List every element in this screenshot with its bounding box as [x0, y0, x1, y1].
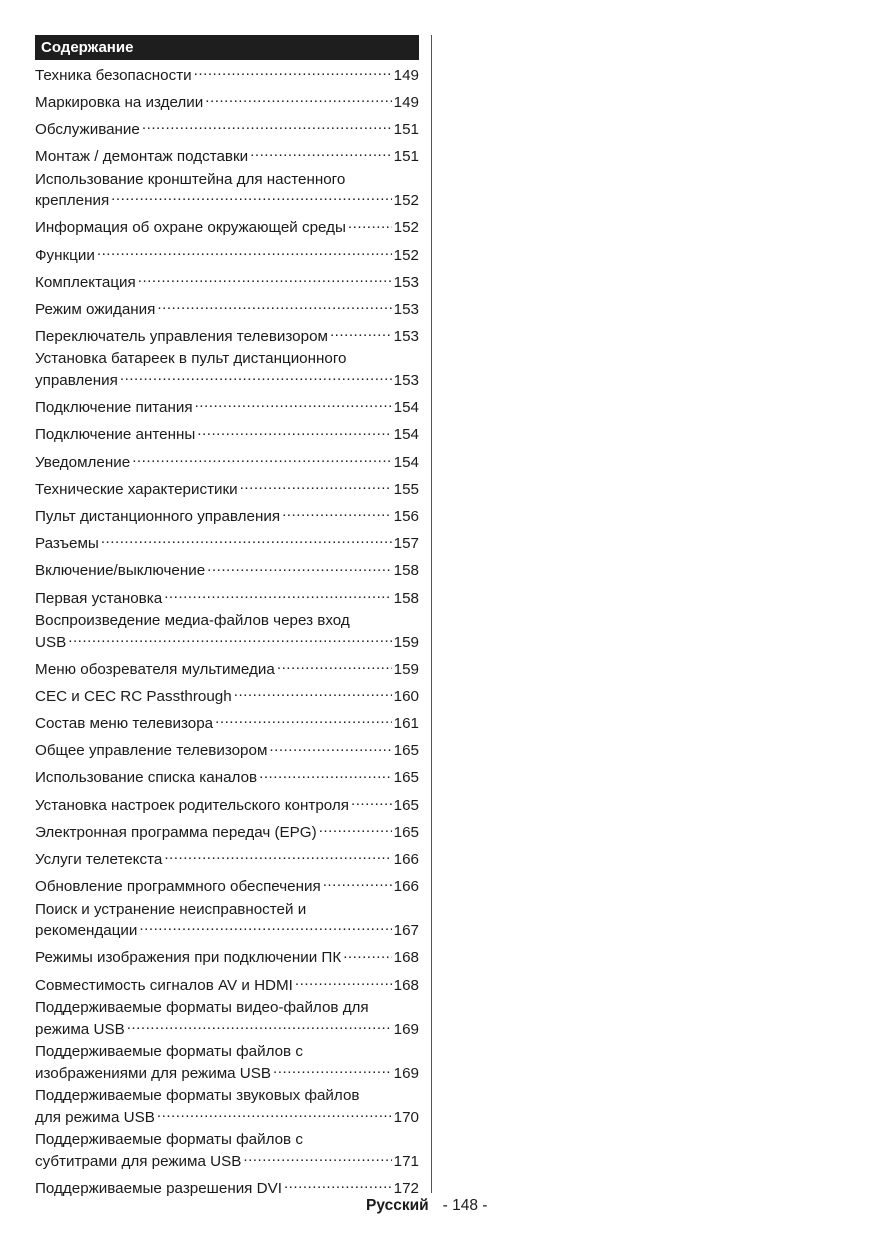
toc-entry-title-line: Первая установка — [35, 589, 163, 607]
toc-entry[interactable] — [35, 87, 419, 114]
toc-entry[interactable] — [35, 654, 419, 681]
toc-entry[interactable] — [35, 294, 419, 321]
toc-entry-title-line: Режимы изображения при подключении ПК — [35, 949, 342, 967]
dot-leader — [215, 711, 392, 728]
toc-entry[interactable] — [35, 213, 419, 240]
dot-leader — [295, 973, 392, 990]
toc-entry[interactable] — [35, 240, 419, 267]
toc-entry-title-line: Воспроизведение медиа-файлов через вход — [35, 611, 350, 629]
toc-entry[interactable] — [35, 844, 419, 871]
dot-leader — [164, 847, 391, 864]
toc-entry-title-line: Монтаж / демонтаж подставки — [35, 148, 249, 166]
toc-entry-page: 165 — [393, 823, 419, 841]
toc-entry-title-line: Информация об охране окружающей среды — [35, 219, 346, 237]
toc-entry-title-line: Электронная программа передач (EPG) — [35, 823, 317, 841]
toc-entry-page: 157 — [393, 535, 419, 553]
toc-entry-page: 165 — [393, 742, 419, 760]
dot-leader — [284, 1176, 392, 1193]
toc-entry-page: 165 — [393, 796, 419, 814]
dot-leader — [120, 368, 392, 385]
toc-entry-page: 160 — [393, 687, 419, 705]
dot-leader — [139, 918, 391, 935]
toc-entry-title-line: Поддерживаемые форматы файлов с — [35, 1042, 303, 1060]
toc-entry-page: 152 — [393, 246, 419, 264]
toc-entry-page: 154 — [393, 399, 419, 417]
toc-entry-title-line: Технические характеристики — [35, 480, 238, 498]
toc-entry[interactable] — [35, 1173, 419, 1200]
toc-entry-title-line: Меню обозревателя мультимедиа — [35, 660, 275, 678]
toc-entry-title-line: Техника безопасности — [35, 66, 192, 84]
toc-entry[interactable] — [35, 872, 419, 899]
toc-entry-page: 151 — [393, 120, 419, 138]
toc-entry[interactable] — [35, 709, 419, 736]
dot-leader — [195, 395, 392, 412]
toc-entry-title-line: Использование кронштейна для настенного — [35, 170, 346, 188]
toc-entry-page: 152 — [393, 219, 419, 237]
toc-entry-title-line: Поддерживаемые форматы видео-файлов для — [35, 998, 369, 1016]
toc-entry-page: 154 — [393, 426, 419, 444]
toc-entry[interactable] — [35, 943, 419, 970]
column-divider — [431, 35, 432, 1193]
toc-entry[interactable] — [35, 970, 419, 997]
dot-leader — [97, 243, 392, 260]
dot-leader — [164, 586, 391, 603]
dot-leader — [343, 946, 391, 963]
dot-leader — [157, 297, 391, 314]
dot-leader — [101, 531, 392, 548]
toc-entry-page: 172 — [393, 1179, 419, 1197]
dot-leader — [348, 216, 392, 233]
toc-entry[interactable] — [35, 474, 419, 501]
toc-title: Содержание — [35, 35, 419, 60]
toc-entry-title-line: Подключение питания — [35, 399, 193, 417]
dot-leader — [205, 90, 391, 107]
toc-entry-title-line: Комплектация — [35, 273, 136, 291]
toc-entry-page: 156 — [393, 508, 419, 525]
toc-entry[interactable] — [35, 169, 419, 213]
toc-entry-title-line: Общее управление телевизором — [35, 742, 268, 760]
dot-leader — [111, 188, 391, 205]
toc-entry-page: 159 — [393, 633, 419, 651]
toc-entry-page: 161 — [393, 715, 419, 733]
toc-entry-title-line: Режим ожидания — [35, 300, 156, 318]
dot-leader — [157, 1105, 392, 1122]
toc-entry-title-line: Включение/выключение — [35, 562, 206, 580]
toc-entry-title-line: крепления — [35, 192, 110, 210]
dot-leader — [138, 270, 392, 287]
toc-entry-page: 170 — [393, 1108, 419, 1126]
toc-entry[interactable] — [35, 817, 419, 844]
dot-leader — [282, 504, 392, 521]
toc-entry[interactable] — [35, 114, 419, 141]
toc-entry-title-line: Использование списка каналов — [35, 769, 258, 787]
toc-entry[interactable] — [35, 420, 419, 447]
toc-entry-page: 155 — [393, 480, 419, 498]
toc-entry-page: 149 — [393, 66, 419, 84]
dot-leader — [142, 117, 392, 134]
toc-entry[interactable] — [35, 529, 419, 556]
footer-page-number: - 148 - — [442, 1197, 488, 1214]
toc-entry-page: 166 — [393, 851, 419, 869]
dot-leader — [269, 739, 391, 756]
dot-leader — [132, 450, 391, 467]
toc-entry-title-line: для режима USB — [35, 1108, 155, 1126]
toc-entry-title-line: режима USB — [35, 1020, 125, 1038]
toc-entry-page: 153 — [393, 300, 419, 318]
toc-entry-page: 158 — [393, 589, 419, 607]
toc-entry[interactable] — [35, 556, 419, 583]
toc-entry-page: 168 — [393, 976, 419, 994]
toc-entry-page: 153 — [393, 328, 419, 346]
toc-list — [35, 60, 419, 1200]
toc-entry-title-line: Маркировка на изделии — [35, 93, 204, 111]
toc-entry-title-line: Поддерживаемые разрешения DVI — [35, 1179, 282, 1197]
toc-entry-title-line: управления — [35, 372, 118, 390]
dot-leader — [250, 144, 392, 161]
toc-entry[interactable] — [35, 763, 419, 790]
toc-entry-page: 151 — [393, 148, 419, 166]
toc-entry[interactable] — [35, 393, 419, 420]
toc-entry[interactable] — [35, 1129, 419, 1173]
dot-leader — [277, 657, 392, 674]
dot-leader — [234, 684, 392, 701]
dot-leader — [127, 1017, 392, 1034]
toc-entry-page: 154 — [393, 453, 419, 471]
toc-entry-title-line: Установка батареек в пульт дистанционного — [35, 350, 347, 368]
toc-entry-title-line: Обновление программного обеспечения — [35, 878, 321, 896]
toc-entry-page: 152 — [393, 192, 419, 210]
toc-entry-title-line: Услуги телетекста — [35, 851, 163, 869]
toc-entry-title-line: USB — [35, 633, 67, 651]
toc-entry-title-line: Установка настроек родительского контроля — [35, 796, 349, 814]
toc-entry-title-line: Состав меню телевизора — [35, 715, 214, 733]
toc-entry-page: 158 — [393, 562, 419, 580]
toc-entry-title-line: изображениями для режима USB — [35, 1064, 272, 1082]
dot-leader — [351, 793, 392, 810]
toc-entry-title-line: Поиск и устранение неисправностей и — [35, 900, 307, 918]
toc-entry[interactable] — [35, 60, 419, 87]
toc-entry-title-line: рекомендации — [35, 922, 138, 940]
dot-leader — [330, 324, 392, 341]
toc-entry[interactable] — [35, 736, 419, 763]
page-footer — [366, 1197, 487, 1215]
toc-entry[interactable] — [35, 610, 419, 654]
toc-entry[interactable] — [35, 583, 419, 610]
toc-entry-page: 159 — [393, 660, 419, 678]
toc-entry-title-line: CEC и CEC RC Passthrough — [35, 687, 232, 705]
toc-entry-title-line: Функции — [35, 246, 95, 264]
toc-entry-title-line: Подключение антенны — [35, 426, 196, 444]
toc-entry-title-line: Обслуживание — [35, 120, 140, 138]
toc-entry-title-line: субтитрами для режима USB — [35, 1152, 242, 1170]
footer-language: Русский — [366, 1197, 429, 1214]
toc-entry[interactable] — [35, 899, 419, 943]
dot-leader — [240, 477, 392, 494]
toc-entry-page: 167 — [393, 922, 419, 940]
toc-entry[interactable] — [35, 997, 419, 1041]
dot-leader — [319, 820, 392, 837]
dot-leader — [194, 63, 392, 80]
toc-entry[interactable] — [35, 349, 419, 393]
toc-entry-title-line: Переключатель управления телевизором — [35, 328, 328, 346]
dot-leader — [68, 630, 391, 647]
toc-entry[interactable] — [35, 1041, 419, 1085]
toc-entry-title-line: Разъемы — [35, 535, 99, 553]
toc-entry-page: 171 — [393, 1152, 419, 1170]
dot-leader — [243, 1149, 391, 1166]
table-of-contents — [35, 35, 419, 1200]
toc-entry-page: 166 — [393, 878, 419, 896]
toc-entry-page: 153 — [393, 273, 419, 291]
toc-entry-page: 153 — [393, 372, 419, 390]
dot-leader — [259, 766, 392, 783]
toc-entry[interactable] — [35, 267, 419, 294]
toc-entry-title-line: Поддерживаемые форматы файлов с — [35, 1130, 303, 1148]
toc-entry-title-line: Пульт дистанционного управления — [35, 508, 281, 525]
toc-entry[interactable] — [35, 681, 419, 708]
dot-leader — [323, 874, 392, 891]
toc-entry[interactable] — [35, 321, 419, 348]
toc-entry[interactable] — [35, 1085, 419, 1129]
toc-entry-page: 169 — [393, 1064, 419, 1082]
toc-entry-page: 169 — [393, 1020, 419, 1038]
toc-entry[interactable] — [35, 142, 419, 169]
toc-entry[interactable] — [35, 790, 419, 817]
toc-entry-page: 149 — [393, 93, 419, 111]
toc-entry-title-line: Совместимость сигналов AV и HDMI — [35, 976, 293, 994]
toc-entry-page: 165 — [393, 769, 419, 787]
toc-entry[interactable] — [35, 501, 419, 528]
toc-entry-title-line: Уведомление — [35, 453, 131, 471]
dot-leader — [207, 559, 392, 576]
dot-leader — [197, 423, 391, 440]
dot-leader — [273, 1061, 392, 1078]
toc-entry-page: 168 — [393, 949, 419, 967]
toc-entry-title-line: Поддерживаемые форматы звуковых файлов — [35, 1086, 360, 1104]
toc-entry[interactable] — [35, 447, 419, 474]
